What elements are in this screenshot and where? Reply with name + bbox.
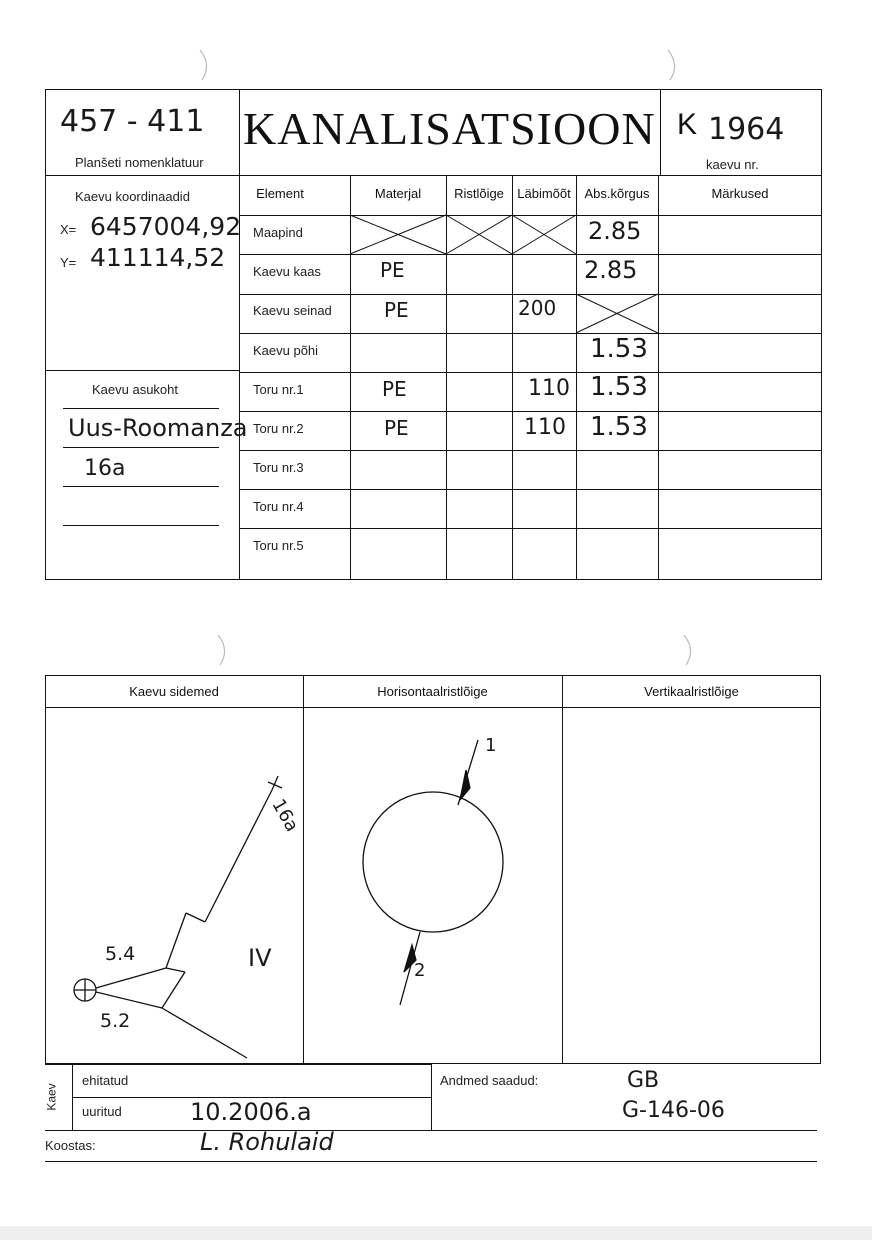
y-label: Y= xyxy=(60,255,77,270)
nomenclature-label: Planšeti nomenklatuur xyxy=(75,155,204,170)
header-cross-section: Ristlõige xyxy=(454,186,504,201)
side-label-kaev: Kaev xyxy=(44,1083,59,1111)
well-prefix: K xyxy=(677,108,698,141)
page-title: KANALISATSIOON xyxy=(243,103,656,154)
scan-edge xyxy=(0,1226,872,1240)
row5-diameter: 110 xyxy=(528,376,570,401)
footer-mid-divider xyxy=(431,1064,432,1130)
row4-height: 1.53 xyxy=(590,334,648,364)
location-number: 16a xyxy=(84,456,126,481)
data-source-value-1: GB xyxy=(627,1068,660,1093)
row6-material: PE xyxy=(384,416,409,440)
x-label: X= xyxy=(60,222,77,237)
surveyed-value: 10.2006.a xyxy=(190,1098,312,1126)
footer-bottom-line xyxy=(45,1130,817,1131)
row-element-8: Toru nr.4 xyxy=(253,499,304,514)
pipe2-label: 2 xyxy=(414,960,426,981)
header-element: Element xyxy=(256,186,304,201)
row-element-3: Kaevu seinad xyxy=(253,303,332,318)
row2-material: PE xyxy=(380,258,405,282)
row-element-4: Kaevu põhi xyxy=(253,343,319,358)
surveyed-label: uuritud xyxy=(82,1104,122,1119)
row-element-9: Toru nr.5 xyxy=(253,538,304,553)
pipe1-label: 1 xyxy=(485,735,497,756)
row6-height: 1.53 xyxy=(590,412,648,442)
house-label: 16a xyxy=(267,795,303,836)
row-element-7: Toru nr.3 xyxy=(253,460,304,475)
row-element-6: Toru nr.2 xyxy=(253,421,304,436)
row-element-1: Maapind xyxy=(253,225,303,240)
wall-label: IV xyxy=(248,944,272,972)
coordinates-label: Kaevu koordinaadid xyxy=(75,189,190,204)
row3-diameter: 200 xyxy=(518,296,557,320)
well-number: 1964 xyxy=(708,112,785,147)
sketch-col1-label: Kaevu sidemed xyxy=(129,684,219,699)
author-label: Koostas: xyxy=(45,1138,96,1153)
row-element-2: Kaevu kaas xyxy=(253,264,321,279)
row5-height: 1.53 xyxy=(590,372,648,402)
location-label: Kaevu asukoht xyxy=(92,382,179,397)
data-source-label: Andmed saadud: xyxy=(440,1073,539,1088)
sketch-col2-label: Horisontaalristlõige xyxy=(377,684,488,699)
x-value: 6457004,92 xyxy=(90,212,242,241)
header-abs-height: Abs.kõrgus xyxy=(584,186,650,201)
well-number-label: kaevu nr. xyxy=(706,157,759,172)
row2-height: 2.85 xyxy=(584,256,638,284)
footer-top-line xyxy=(45,1064,431,1065)
y-value: 411114,52 xyxy=(90,243,226,272)
author-line xyxy=(45,1161,817,1162)
sketch-col3-label: Vertikaalristlõige xyxy=(644,684,739,699)
author-signature: L. Rohulaid xyxy=(200,1128,334,1156)
location-street: Uus-Roomanza xyxy=(68,414,248,442)
row3-material: PE xyxy=(384,298,409,322)
tie-lower-distance: 5.2 xyxy=(100,1010,131,1032)
data-source-value-2: G-146-06 xyxy=(622,1098,725,1123)
row5-material: PE xyxy=(382,377,407,401)
tie-upper-distance: 5.4 xyxy=(105,943,136,965)
nomenclature-value: 457 - 411 xyxy=(60,104,205,139)
built-label: ehitatud xyxy=(82,1073,129,1088)
header-notes: Märkused xyxy=(711,186,769,201)
row6-diameter: 110 xyxy=(524,415,566,440)
row-element-5: Toru nr.1 xyxy=(253,382,304,397)
header-material: Materjal xyxy=(374,186,422,201)
row1-height: 2.85 xyxy=(588,217,642,245)
header-diameter: Läbimõõt xyxy=(517,186,571,201)
